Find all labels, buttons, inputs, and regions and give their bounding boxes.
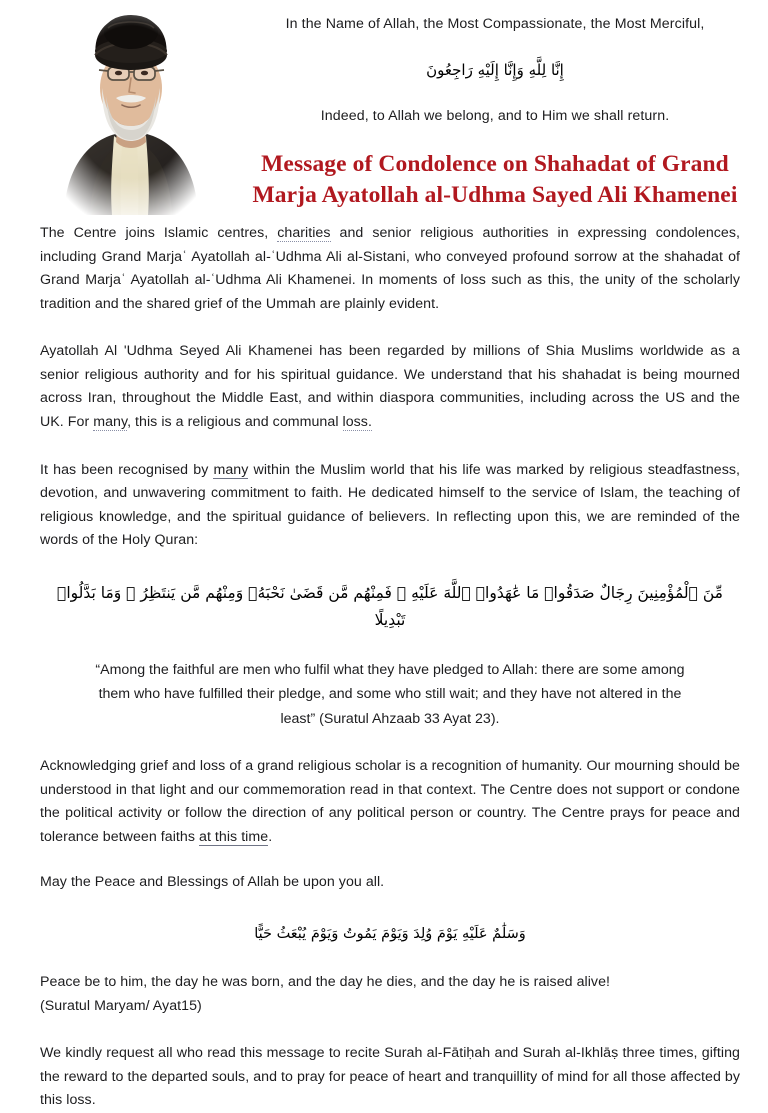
paragraph-3-text-b: within the Muslim world that his life was marked by religious steadfastness, devotion, and unwavering commitment to faith. He dedicated himself to the service of Islam, the teaching of religious knowledge, and the spiritual guidance of believers. In reflecting upon this, we are reminded of the words of the Holy Quran: (40, 461, 740, 549)
verse-19-15-translation-line-1: Peace be to him, the day he was born, and the day he dies, and the day he is raised alive! (40, 974, 610, 991)
portrait-illustration (52, 10, 210, 215)
paragraph-2-text-a: Ayatollah Al 'Udhma Seyed Ali Khamenei has been regarded by millions of Shia Muslims worldwide as a senior religious authority and for his spiritual guidance. We understand that his shahadat is being mourned across Iran, throughout the Middle East, and within diaspora communities, including across the US and the UK. For (40, 343, 740, 430)
flagged-word-many-1: many (93, 413, 128, 430)
paragraph-2-text-b: , this is a religious and communal (127, 413, 343, 430)
istirja-english: Indeed, to Allah we belong, and to Him we shall return. (320, 107, 670, 124)
paragraph-1-text-b: and senior religious authorities in expressing condolences, including Grand Marjaʿ Ayatollah al-ʿUdhma Ali al-Sistani, who conveyed profound sorrow at the shahadat of Grand Marjaʿ Ayatollah al-ʿUdhma Ali Khamenei. In moments of loss such as this, the unity of the scholarly tradition and the shared grief of the Ummah are plainly evident. (40, 225, 740, 312)
verse-19-15-translation (40, 971, 740, 1018)
paragraph-4-text-b: . (268, 828, 273, 845)
page-title-line-1: Message of Condolence on Shahadat of Grand (261, 150, 729, 177)
bismillah-english: In the Name of Allah, the Most Compassionate, the Most Merciful, (285, 16, 705, 32)
paragraph-1 (40, 222, 740, 316)
page-title-line-2: Marja Ayatollah al-Udhma Sayed Ali Khamenei (252, 181, 738, 208)
paragraph-3-text-a: It has been recognised by (40, 461, 214, 478)
flagged-word-charities: charities (277, 225, 331, 241)
paragraph-2 (40, 340, 740, 434)
paragraph-3 (40, 459, 740, 553)
portrait-photo (52, 10, 210, 215)
flagged-word-loss: loss. (342, 413, 372, 430)
page-title (222, 149, 768, 212)
paragraph-4 (40, 755, 740, 849)
flagged-phrase-at-this-time: at this time (199, 828, 269, 845)
paragraph-1-text-a: The Centre joins Islamic centres, (40, 225, 278, 241)
header-text-block (222, 0, 768, 211)
quran-verse-19-15-arabic: وَسَلَٰمٌ عَلَيْهِ يَوْمَ وُلِدَ وَيَوْمَ يَمُوتُ وَيَوْمَ يُبْعَثُ حَيًّا (254, 926, 526, 943)
quran-verse-33-23-translation: “Among the faithful are men who fulfil what they have pledged to Allah: there are some among them who have fulfilled their pledge, and some who still wait; and they have not altered in the least” (Suratul Ahzaab 33 Ayat 23). (95, 662, 685, 727)
paragraph-6: We kindly request all who read this message to recite Surah al-Fātiḥah and Surah al-Ikhlāṣ three times, gifting the reward to the departed souls, and to pray for peace of heart and tranquillity of mind for all those affected by this loss. (40, 1045, 740, 1109)
paragraph-4-text-a: Acknowledging grief and loss of a grand religious scholar is a recognition of humanity. Our mourning should be understood in that light and our commemoration read in that context. The Centre does not support or condone the political activity or follow the direction of any political person or country. The Centre prays for peace and tolerance between faiths (40, 758, 740, 845)
istirja-arabic: إِنَّا لِلَّهِ وَإِنَّا إِلَيْهِ رَاجِعُونَ (426, 60, 564, 79)
paragraph-5: May the Peace and Blessings of Allah be upon you all. (40, 873, 385, 890)
verse-19-15-translation-line-2: (Suratul Maryam/ Ayat15) (40, 997, 202, 1014)
quran-verse-33-23-arabic: مِّنَ ٱلْمُؤْمِنِينَ رِجَالٌ صَدَقُوا۟ مَا عَٰهَدُوا۟ ٱللَّهَ عَلَيْهِ ۖ فَمِنْهُم مَّن قَضَىٰ نَحْبَهُۥ وَمِنْهُم مَّن يَنتَظِرُ ۖ وَمَا بَدَّلُوا۟ تَبْدِيلًا (57, 583, 723, 629)
document-body (40, 222, 740, 1113)
flagged-word-many-2: many (213, 461, 249, 478)
document-header (0, 0, 768, 218)
